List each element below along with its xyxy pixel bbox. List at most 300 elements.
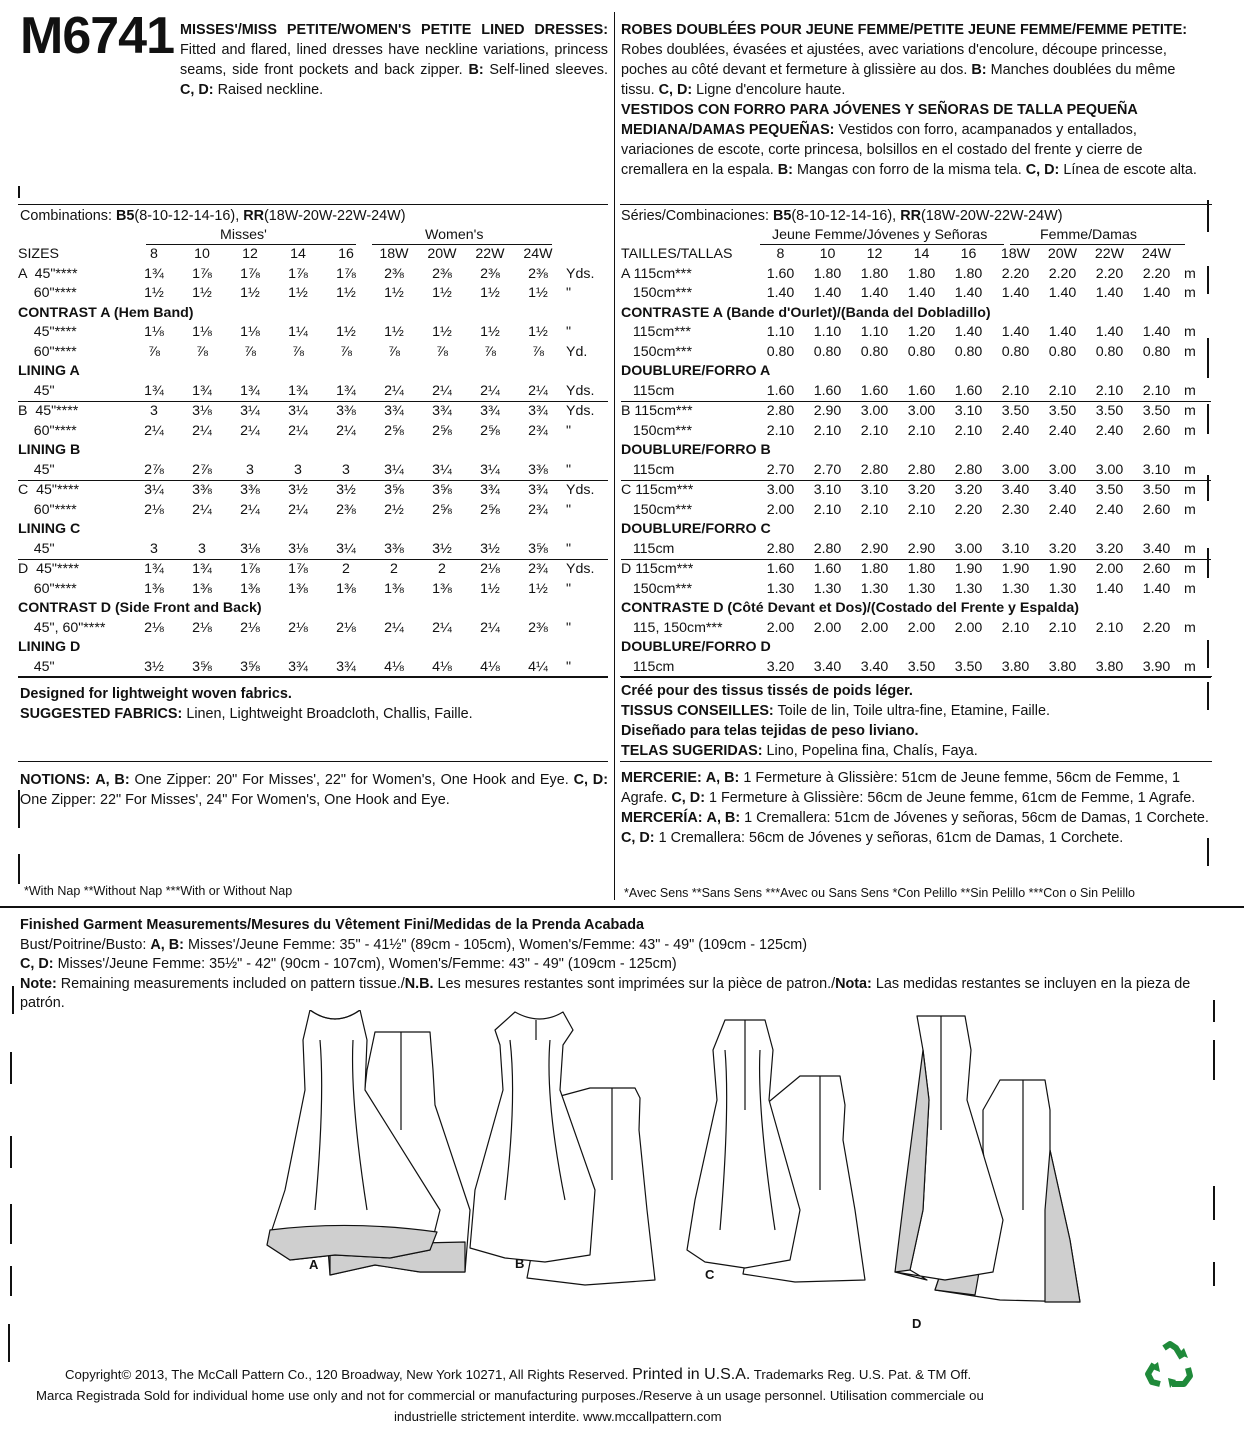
yardage-cell: 2: [438, 561, 446, 577]
yardage-cell: 1.30: [954, 580, 983, 597]
yardage-cell: 3¾: [528, 403, 548, 419]
chart-top-rule: [18, 204, 608, 205]
yardage-cell: 1.40: [1048, 285, 1077, 301]
yardage-cell: 3¼: [288, 403, 308, 419]
yardage-cell: 1⅜: [144, 580, 164, 597]
section-heading: DOUBLURE/FORRO A: [621, 363, 771, 379]
yardage-cell: 3¾: [432, 403, 452, 419]
measurements-title: Finished Garment Measurements/Mesures du Vêtement Fini/Medidas de la Prenda Acabada: [20, 917, 645, 933]
yardage-cell: 1.80: [813, 265, 842, 282]
size-header: 20W: [427, 246, 457, 262]
unit-cell: Yds.: [566, 482, 595, 498]
yardage-cell: 1¾: [178, 382, 226, 402]
yardage-cell: 3⅝: [432, 482, 452, 498]
french-footnote: *Avec Sens **Sans Sens ***Avec ou Sans Sens *Con Pelillo **Sin Pelillo ***Con o Sin Pelillo: [624, 886, 1135, 900]
section-heading: CONTRAST D (Side Front and Back): [18, 600, 262, 616]
pattern-code: M6741: [20, 7, 174, 65]
yardage-cell: 3⅝: [226, 658, 274, 678]
yardage-cell: 2.00: [907, 619, 936, 636]
sizes-header-row: [621, 245, 1211, 265]
size-header: 22W: [1094, 246, 1125, 262]
yardage-cell: 3.00: [945, 540, 992, 560]
yardage-cell: 1.30: [907, 580, 936, 597]
yardage-cell: 1⅛: [144, 324, 164, 340]
fabric-width-cell: 60"****: [18, 343, 77, 360]
yardage-cell: 1.30: [860, 580, 889, 597]
yardage-cell: 1.30: [766, 580, 795, 597]
yardage-cell: 1¾: [130, 382, 178, 402]
yardage-cell: 1.40: [907, 285, 936, 301]
table-row: [18, 284, 608, 304]
yardage-cell: 3.50: [1001, 403, 1030, 419]
yardage-cell: 2.10: [1086, 382, 1133, 402]
group-misses: Misses': [220, 227, 267, 243]
french-combinations: Séries/Combinaciones: B5(8-10-12-14-16), RR(18W-20W-22W-24W): [621, 208, 1063, 224]
yardage-cell: 1.30: [1001, 580, 1030, 597]
yardage-cell: 2.10: [907, 422, 936, 439]
yardage-cell: 2.80: [851, 461, 898, 481]
fabric-width-cell: 150cm***: [621, 285, 692, 301]
yardage-cell: 3¼: [370, 461, 418, 481]
footer-copyright: Copyright© 2013, The McCall Pattern Co., 120 Broadway, New York 10271, All Rights Reserved. Printed in U.S.A. Trademarks Reg. U.S. Pat. & TM Off.: [65, 1366, 972, 1383]
yardage-cell: 2⅜: [480, 265, 500, 282]
table-row: [621, 540, 1211, 560]
unit-cell: ": [562, 658, 608, 678]
section-row: [18, 304, 608, 324]
yardage-cell: 2.10: [1133, 382, 1180, 402]
yardage-cell: 1⅜: [192, 580, 212, 597]
table-row: [621, 382, 1211, 402]
yardage-cell: 3.50: [1095, 403, 1124, 419]
yardage-cell: 2.70: [757, 461, 804, 481]
yardage-cell: 2.00: [1095, 561, 1124, 577]
chart-top-rule-fr: [620, 204, 1212, 205]
yardage-cell: 3.00: [766, 482, 795, 498]
unit-cell: m: [1184, 265, 1196, 282]
size-header: 16: [338, 246, 354, 262]
english-description: MISSES'/MISS PETITE/WOMEN'S PETITE LINED DRESSES: Fitted and flared, lined dresses have neckline variations, princess seams, side front pockets and back zipper. B: Self-lined sleeves. C, D: Raised neckline.: [180, 22, 608, 98]
section-heading: DOUBLURE/FORRO C: [621, 521, 771, 537]
yardage-cell: 1½: [528, 324, 548, 340]
view-label-a: A: [309, 1257, 319, 1272]
yardage-cell: 2.60: [1142, 501, 1171, 518]
yardage-cell: 3⅜: [514, 461, 562, 481]
yardage-cell: 2.00: [766, 501, 795, 518]
fabric-width-cell: 115cm: [621, 382, 757, 402]
table-row: [621, 461, 1211, 481]
yardage-cell: 2: [342, 561, 350, 577]
yardage-cell: 2¼: [480, 619, 500, 636]
yardage-cell: 2.10: [860, 501, 889, 518]
yardage-cell: 2⅜: [528, 265, 548, 282]
yardage-cell: 2½: [384, 501, 404, 518]
yardage-cell: 0.80: [813, 343, 842, 360]
view-label-c: C: [705, 1267, 715, 1282]
yardage-cell: 1.40: [1142, 285, 1171, 301]
english-fabrics: Designed for lightweight woven fabrics. SUGGESTED FABRICS: Linen, Lightweight Broadcloth, Challis, Faille.: [20, 686, 473, 722]
yardage-cell: 3.40: [1048, 482, 1077, 498]
yardage-cell: 1.60: [898, 382, 945, 402]
yardage-cell: 3: [274, 461, 322, 481]
yardage-cell: 3⅛: [226, 540, 274, 560]
english-title: MISSES'/MISS PETITE/WOMEN'S PETITE LINED DRESSES:: [180, 22, 608, 38]
yardage-cell: 2¼: [432, 619, 452, 636]
yardage-cell: 2⅛: [192, 619, 212, 636]
sizes-label: SIZES: [18, 246, 59, 262]
yardage-cell: 3.10: [954, 403, 983, 419]
group-jeune-femme: Jeune Femme/Jóvenes y Señoras: [772, 227, 988, 243]
unit-cell: m: [1180, 658, 1211, 678]
spanish-title: VESTIDOS CON FORRO PARA JÓVENES Y SEÑORAS DE TALLA PEQUEÑA MEDIANA/DAMAS PEQUEÑAS:: [621, 102, 1138, 138]
yardage-cell: 3¾: [274, 658, 322, 678]
yardage-cell: 3.40: [851, 658, 898, 678]
yardage-cell: 2.20: [1001, 265, 1030, 282]
yardage-cell: 3: [226, 461, 274, 481]
unit-cell: ": [566, 580, 572, 597]
yardage-cell: 2¼: [288, 501, 308, 518]
yardage-cell: 0.80: [766, 343, 795, 360]
english-footnote: *With Nap **Without Nap ***With or Without Nap: [24, 884, 293, 898]
yardage-cell: 3.00: [860, 403, 889, 419]
size-header: 14: [913, 246, 930, 262]
yardage-cell: 1½: [144, 285, 164, 301]
yardage-cell: 2.10: [860, 422, 889, 439]
size-header: 10: [194, 246, 210, 262]
yardage-cell: 1.60: [804, 382, 851, 402]
yardage-cell: 1.40: [1048, 324, 1077, 340]
yardage-cell: 3½: [466, 540, 514, 560]
yardage-cell: 2.20: [1142, 619, 1171, 636]
french-spanish-notions: MERCERIE: A, B: 1 Fermeture à Glissière: 51cm de Jeune femme, 56cm de Femme, 1 Agrafe. C, D: 1 Fermeture à Glissière: 56cm de Jeune femme, 61cm de Femme, 1 Agrafe. MERCERÍA: A, B: 1 Cremallera: 51cm de Jóvenes y señoras, 56cm de Damas, 1 Corchete. C, D: 1 Cremallera: 56cm de Jóvenes y señoras, 61cm de Damas, 1 Corchete.: [621, 770, 1209, 846]
yardage-cell: 0.80: [860, 343, 889, 360]
yardage-cell: 2¼: [370, 382, 418, 402]
section-row: [621, 599, 1211, 619]
table-row: [621, 284, 1211, 304]
section-heading: DOUBLURE/FORRO D: [621, 639, 771, 655]
yardage-cell: 3.80: [1039, 658, 1086, 678]
yardage-cell: 2¼: [288, 422, 308, 439]
size-header: 24W: [1141, 246, 1172, 262]
fabrics-rule-fr: [620, 676, 1212, 677]
yardage-cell: 2.10: [992, 382, 1039, 402]
fabric-width-cell: C 115cm***: [621, 482, 694, 498]
yardage-cell: 2.20: [1048, 265, 1077, 282]
unit-cell: m: [1180, 461, 1211, 481]
size-header: 24W: [523, 246, 553, 262]
fabric-width-cell: 150cm***: [621, 343, 692, 360]
yardage-cell: 3.00: [1039, 461, 1086, 481]
yardage-cell: 2¼: [384, 619, 404, 636]
yardage-cell: 3.00: [1086, 461, 1133, 481]
yardage-cell: 3¾: [480, 403, 500, 419]
fabric-width-cell: D 45"****: [18, 561, 80, 577]
unit-cell: m: [1184, 619, 1196, 636]
section-row: [621, 638, 1211, 658]
yardage-cell: 1½: [432, 285, 452, 301]
french-spanish-fabrics: Créé pour des tissus tissés de poids léger. TISSUS CONSEILLES: Toile de lin, Toile ultra-fine, Etamine, Faille. Diseñado para telas tejidas de peso liviano. TELAS SUGERIDAS: Lino, Popelina fina, Chalís, Faya.: [621, 683, 1050, 759]
unit-cell: m: [1184, 285, 1196, 301]
yardage-cell: 2⅜: [528, 619, 548, 636]
yardage-cell: 3.00: [992, 461, 1039, 481]
yardage-cell: 2.30: [1001, 501, 1030, 518]
table-row: [18, 422, 608, 442]
yardage-cell: 2.80: [945, 461, 992, 481]
yardage-cell: 1½: [480, 285, 500, 301]
section-heading: LINING B: [18, 442, 81, 458]
fabric-width-cell: A 115cm***: [621, 265, 692, 282]
table-row: [621, 619, 1211, 639]
unit-cell: m: [1184, 403, 1196, 419]
yardage-cell: 2.90: [898, 540, 945, 560]
yardage-cell: 2¼: [192, 501, 212, 518]
yardage-cell: 2.00: [860, 619, 889, 636]
yardage-cell: 1.20: [907, 324, 936, 340]
footer-website: industrielle strictement interdite. www.mccallpattern.com: [394, 1409, 722, 1424]
yardage-cell: 1⅜: [336, 580, 356, 597]
section-row: [18, 520, 608, 540]
yardage-cell: 1.40: [1142, 580, 1171, 597]
yardage-cell: 1.80: [860, 265, 889, 282]
size-header: 18W: [379, 246, 409, 262]
yardage-cell: 2.70: [804, 461, 851, 481]
unit-cell: ": [566, 324, 572, 340]
unit-cell: m: [1184, 422, 1196, 439]
table-row: [621, 402, 1211, 422]
yardage-cell: 3¼: [322, 540, 370, 560]
yardage-cell: 3.90: [1133, 658, 1180, 678]
table-row: [621, 560, 1211, 580]
section-row: [621, 520, 1211, 540]
yardage-cell: 1½: [480, 580, 500, 597]
fabric-width-cell: 45", 60"****: [18, 619, 106, 636]
size-header: 8: [150, 246, 158, 262]
yardage-cell: 2.20: [1142, 265, 1171, 282]
unit-cell: m: [1180, 382, 1211, 402]
table-row: [18, 540, 608, 560]
table-row: [18, 481, 608, 501]
section-divider: [0, 906, 1244, 908]
unit-cell: m: [1184, 561, 1196, 577]
size-header: 8: [776, 246, 785, 262]
yardage-cell: 2.80: [804, 540, 851, 560]
size-header: 14: [290, 246, 306, 262]
table-row: [18, 461, 608, 481]
yardage-cell: ⅞: [196, 343, 208, 360]
yardage-cell: 1⅞: [288, 561, 308, 577]
section-heading: DOUBLURE/FORRO B: [621, 442, 771, 458]
yardage-cell: 1.10: [766, 324, 795, 340]
fabric-width-cell: 150cm***: [621, 422, 692, 439]
unit-cell: ": [566, 619, 572, 636]
yardage-cell: 1.40: [1095, 285, 1124, 301]
yardage-cell: 3⅜: [192, 482, 212, 498]
fabric-width-cell: C 45"****: [18, 482, 80, 498]
unit-cell: m: [1184, 343, 1196, 360]
notions-rule: [18, 761, 608, 762]
yardage-cell: 4⅛: [466, 658, 514, 678]
yardage-cell: 3⅛: [192, 403, 212, 419]
yardage-cell: 3⅝: [384, 482, 404, 498]
yardage-cell: 2.10: [766, 422, 795, 439]
yardage-cell: 2.10: [1048, 619, 1077, 636]
table-row: [18, 402, 608, 422]
yardage-cell: 1.80: [907, 561, 936, 577]
yardage-cell: 3⅝: [178, 658, 226, 678]
yardage-cell: 1½: [528, 285, 548, 301]
unit-cell: ": [562, 540, 608, 560]
yardage-cell: 1⅞: [336, 265, 356, 282]
yardage-cell: 1.40: [1095, 324, 1124, 340]
section-row: [621, 362, 1211, 382]
yardage-cell: 3: [322, 461, 370, 481]
yardage-cell: 1¾: [144, 265, 164, 282]
yardage-cell: 1.40: [766, 285, 795, 301]
size-header: 18W: [1000, 246, 1031, 262]
yardage-cell: 1½: [384, 285, 404, 301]
view-b-front-sketch: [470, 1012, 595, 1262]
yardage-cell: 1½: [288, 285, 308, 301]
yardage-cell: 2¼: [240, 501, 260, 518]
english-combinations: Combinations: B5(8-10-12-14-16), RR(18W-20W-22W-24W): [20, 208, 406, 224]
yardage-cell: 2⅜: [432, 265, 452, 282]
unit-cell: Yds.: [566, 403, 595, 419]
yardage-cell: 2.40: [1095, 422, 1124, 439]
yardage-cell: 3.10: [813, 482, 842, 498]
yardage-cell: ⅞: [244, 343, 256, 360]
yardage-cell: 2¾: [528, 422, 548, 439]
yardage-cell: 3.80: [1086, 658, 1133, 678]
yardage-cell: 3¼: [418, 461, 466, 481]
yardage-cell: 2.40: [1095, 501, 1124, 518]
yardage-cell: 1½: [384, 324, 404, 340]
section-heading: LINING D: [18, 639, 81, 655]
section-heading: CONTRASTE D (Côté Devant et Dos)/(Costado del Frente y Espalda): [621, 600, 1079, 616]
french-yardage-table: [621, 245, 1211, 678]
yardage-cell: 3¾: [528, 482, 548, 498]
table-row: [18, 382, 608, 402]
view-label-d: D: [912, 1316, 922, 1331]
yardage-cell: 2¾: [528, 501, 548, 518]
yardage-cell: 1.60: [851, 382, 898, 402]
yardage-cell: 2⅝: [480, 422, 500, 439]
yardage-cell: 1½: [480, 324, 500, 340]
fabric-width-cell: 115, 150cm***: [621, 619, 723, 636]
unit-cell: Yds.: [566, 265, 595, 282]
yardage-cell: 1⅜: [240, 580, 260, 597]
table-row: [621, 481, 1211, 501]
fabric-width-cell: 60"****: [18, 285, 77, 301]
section-row: [18, 638, 608, 658]
unit-cell: m: [1184, 324, 1196, 340]
fabric-width-cell: B 115cm***: [621, 403, 693, 419]
section-heading: LINING C: [18, 521, 81, 537]
table-row: [621, 658, 1211, 678]
yardage-cell: 3.20: [1039, 540, 1086, 560]
yardage-cell: 2.10: [813, 501, 842, 518]
yardage-cell: 1¾: [192, 561, 212, 577]
yardage-cell: 1.90: [1048, 561, 1077, 577]
fabric-width-cell: 60"****: [18, 501, 77, 518]
yardage-cell: ⅞: [484, 343, 496, 360]
yardage-cell: 2.40: [1048, 501, 1077, 518]
yardage-cell: 1¾: [274, 382, 322, 402]
yardage-cell: 2⅛: [336, 619, 356, 636]
yardage-cell: 2.80: [757, 540, 804, 560]
french-spanish-description: ROBES DOUBLÉES POUR JEUNE FEMME/PETITE JEUNE FEMME/FEMME PETITE: Robes doublées, évasées et ajustées, avec variations d'encolure, découpe princesse, poches au côté devant et fermeture à glissière au dos. B: Manches doublées du même tissu. C, D: Ligne d'encolure haute. VESTIDOS CON FORRO PARA JÓVENES Y SEÑORAS DE TALLA PEQUEÑA MEDIANA/DAMAS PEQUEÑAS: Vestidos con forro, acampanados y entallados, variaciones de escote, corte princesa, bolsillos en el costado del frente y cierre de cremallera en la espala. B: Mangas con forro de la misma tela. C, D: Línea de escote alta.: [621, 22, 1197, 178]
yardage-cell: 1⅞: [240, 265, 260, 282]
yardage-cell: 3.20: [1086, 540, 1133, 560]
yardage-cell: 2.40: [1048, 422, 1077, 439]
yardage-cell: 1.40: [860, 285, 889, 301]
unit-cell: m: [1184, 482, 1196, 498]
yardage-cell: 1⅞: [240, 561, 260, 577]
unit-cell: ": [562, 461, 608, 481]
yardage-cell: 1⅜: [288, 580, 308, 597]
group-womens: Women's: [425, 227, 484, 243]
yardage-cell: 2¼: [192, 422, 212, 439]
table-row: [18, 580, 608, 600]
garment-illustrations: [255, 1010, 1105, 1310]
sizes-header-row: [18, 245, 608, 265]
fabrics-rule: [18, 676, 608, 677]
yardage-cell: 2⅞: [130, 461, 178, 481]
yardage-cell: 3.50: [945, 658, 992, 678]
finished-measurements: Finished Garment Measurements/Mesures du Vêtement Fini/Medidas de la Prenda Acabada Bust/Poitrine/Busto: A, B: Misses'/Jeune Femme: 35" - 41½" (89cm - 105cm), Women's/Femme: 43" - 49" (109cm - 125cm) C, D: Misses'/Jeune Femme: 35½" - 42" (90cm - 107cm), Women's/Femme: 43" - 49" (109cm - 125cm) Note: Remaining measurements included on pattern tissue./N.B. Les mesures restantes sont imprimées sur la pièce de patron./Nota: Las medidas restantes se incluyen en la pieza de patrón.: [20, 917, 1191, 1011]
yardage-cell: 0.80: [1095, 343, 1124, 360]
yardage-cell: 0.80: [907, 343, 936, 360]
yardage-cell: 3½: [418, 540, 466, 560]
yardage-cell: 3.00: [907, 403, 936, 419]
yardage-cell: 3.50: [898, 658, 945, 678]
yardage-cell: 3¼: [144, 482, 164, 498]
notions-rule-fr: [620, 761, 1212, 762]
yardage-cell: 2⅝: [480, 501, 500, 518]
yardage-cell: 2.10: [907, 501, 936, 518]
yardage-cell: 2¾: [528, 561, 548, 577]
section-heading: CONTRAST A (Hem Band): [18, 304, 194, 321]
sizes-label: TAILLES/TALLAS: [621, 246, 733, 262]
yardage-cell: 3.10: [860, 482, 889, 498]
table-row: [621, 422, 1211, 442]
yardage-cell: 0.80: [1048, 343, 1077, 360]
unit-cell: ": [566, 422, 572, 439]
yardage-cell: 2.00: [766, 619, 795, 636]
yardage-cell: 0.80: [1001, 343, 1030, 360]
yardage-cell: 1⅞: [192, 265, 212, 282]
yardage-cell: 2.90: [851, 540, 898, 560]
yardage-cell: ⅞: [340, 343, 352, 360]
unit-header: [1180, 245, 1211, 265]
yardage-cell: 1⅛: [192, 324, 212, 340]
yardage-cell: 2⅛: [480, 561, 500, 577]
yardage-cell: 2.10: [954, 422, 983, 439]
yardage-cell: 1.40: [1001, 324, 1030, 340]
yardage-cell: 1¼: [288, 324, 308, 340]
yardage-cell: 3¾: [322, 658, 370, 678]
fabric-width-cell: 45": [18, 382, 130, 402]
yardage-cell: 3.40: [1001, 482, 1030, 498]
yardage-cell: 1½: [240, 285, 260, 301]
yardage-cell: 2¼: [514, 382, 562, 402]
yardage-cell: 2.10: [1039, 382, 1086, 402]
fabric-width-cell: 115cm: [621, 658, 757, 678]
yardage-cell: 3.50: [1142, 482, 1171, 498]
section-row: [621, 441, 1211, 461]
yardage-cell: 1¾: [144, 561, 164, 577]
yardage-cell: 0.80: [954, 343, 983, 360]
yardage-cell: 3.10: [992, 540, 1039, 560]
english-notions: NOTIONS: A, B: One Zipper: 20" For Misses', 22" for Women's, One Hook and Eye. C, D: One Zipper: 22" For Misses', 24" For Women's, One Hook and Eye.: [20, 772, 608, 808]
